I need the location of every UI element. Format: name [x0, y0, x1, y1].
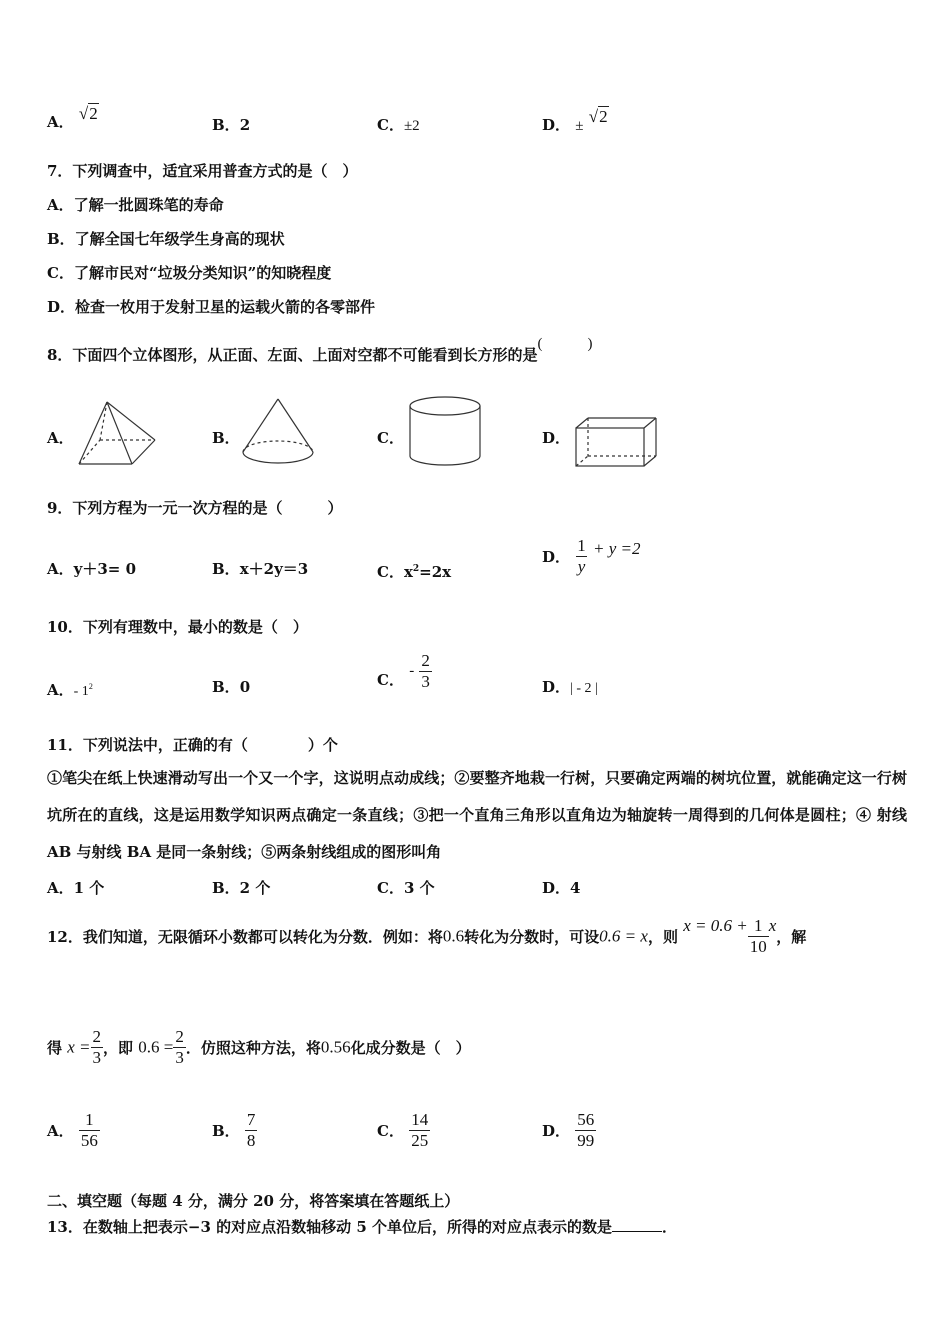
numerator: 14: [411, 1110, 429, 1129]
repeating-decimal-1: 0.6: [442, 926, 465, 946]
option-label: B．: [212, 116, 240, 134]
q10-option-c: [377, 651, 432, 692]
repeating-decimal-2: 0.56: [320, 1037, 351, 1057]
fraction: [245, 1110, 258, 1151]
answer-blank[interactable]: [612, 1217, 662, 1232]
q12-option-d: [542, 1110, 596, 1151]
denominator: 99: [577, 1131, 595, 1150]
q8-label-d: D．: [542, 429, 571, 447]
fraction: [79, 1110, 100, 1151]
q12-text-7: ．仿照这种方法，将: [185, 1039, 321, 1057]
fraction: [419, 651, 432, 692]
option-content: y＋3= 0: [73, 560, 137, 578]
option-label: D．: [542, 678, 571, 696]
exponent: 2: [88, 682, 93, 691]
q6-option-a: [47, 104, 99, 132]
q8-label-c: C．: [377, 429, 404, 447]
q11-body: ①笔尖在纸上快速滑动写出一个又一个字，这说明点动成线；②要整齐地栽一行树，只要确定两端的树坑位置，就能确定这一行树坑所在的直线，这是运用数学知识两点确定一条直线；③把一个直角三角形以直角边为轴旋转一周得到的几何体是圆柱；④ 射线 AB 与射线 BA 是同一条射线；⑤两条射线组成的图形叫角: [47, 769, 907, 861]
q12-option-b: [212, 1110, 257, 1151]
option-label: D．: [542, 1122, 571, 1140]
cone-figure: [240, 396, 316, 468]
pyramid-figure: [76, 398, 158, 468]
numerator: 56: [577, 1110, 595, 1129]
option-label: A．: [47, 1122, 74, 1140]
denominator: 8: [246, 1131, 256, 1150]
q12-text-1: 12．我们知道，无限循环小数都可以转化为分数．例如：将: [47, 928, 443, 946]
numerator: 2: [92, 1027, 102, 1046]
option-content: 0: [239, 678, 251, 696]
equation-2-left: x = 0.6 +: [683, 915, 748, 935]
cylinder-figure: [405, 394, 485, 468]
fraction: [409, 1110, 430, 1151]
option-content: ±2: [403, 118, 420, 134]
q11-option-a: A．1 个: [47, 879, 105, 897]
denominator: 25: [411, 1131, 429, 1150]
denominator: 10: [749, 937, 767, 956]
q11-option-b: B．2 个: [212, 879, 271, 897]
q9-option-b: [212, 559, 308, 579]
q8-paren: ( ): [537, 336, 593, 352]
option-label: B．: [212, 560, 240, 578]
option-label: B．: [212, 678, 240, 696]
option-label: D．: [542, 548, 571, 566]
denominator: 3: [92, 1048, 102, 1067]
option-label: B．: [212, 1122, 240, 1140]
q12-text-5: 得: [47, 1039, 63, 1057]
numerator: 1: [85, 1110, 94, 1129]
option-label: C．: [377, 563, 404, 581]
option-content: x: [403, 563, 413, 581]
minus-sign: -: [409, 663, 415, 679]
fraction: [173, 1027, 186, 1068]
denominator: 56: [80, 1131, 98, 1150]
q13-tail: ．: [662, 1218, 678, 1236]
q12-text-3: ，则: [647, 928, 678, 946]
q11-option-c: C．3 个: [377, 879, 435, 897]
option-label: A．: [47, 681, 74, 699]
fraction: [575, 536, 588, 577]
q8-label-b: B．: [212, 429, 240, 447]
q12-option-a: [47, 1110, 100, 1151]
denominator: 3: [421, 672, 430, 691]
q12-line-2: [47, 1027, 471, 1068]
q12-text-2: 转化为分数时，可设: [464, 928, 600, 946]
option-content-rest: =2x: [419, 563, 452, 581]
option-label: C．: [377, 1122, 404, 1140]
q12-text-6: ，即: [103, 1039, 134, 1057]
fraction: [748, 916, 769, 957]
q10-option-a: [47, 677, 93, 702]
q12-text-4: ，解: [776, 928, 807, 946]
radicand: 2: [599, 107, 608, 126]
q13-text: 13．在数轴上把表示−3 的对应点沿数轴移动 5 个单位后，所得的对应点表示的数是: [47, 1218, 612, 1236]
sqrt-expression: √2: [588, 107, 608, 126]
equation-1: 0.6 = x: [599, 926, 648, 946]
option-content: x＋2y＝3: [239, 560, 309, 578]
q10-option-b: [212, 677, 250, 697]
numerator: 2: [175, 1027, 184, 1046]
q7-option-c: C．了解市民对“垃圾分类知识”的知晓程度: [47, 264, 332, 282]
option-label: A．: [47, 113, 74, 131]
q7-option-d: D．检查一枚用于发射卫星的运载火箭的各零部件: [47, 298, 376, 316]
q9-option-c: [377, 559, 451, 582]
q12-line-1: [47, 916, 806, 957]
option-label: C．: [377, 671, 404, 689]
radicand: 2: [89, 104, 98, 123]
numerator: 7: [246, 1110, 256, 1129]
solution-2-left: 0.6 =: [138, 1037, 174, 1057]
q12-option-c: [377, 1110, 430, 1151]
option-content: 2: [239, 116, 251, 134]
option-content: - 1: [73, 684, 89, 699]
numerator: 1: [577, 536, 586, 555]
q8-label-a: A．: [47, 429, 74, 447]
section-heading: 二、填空题（每题 4 分，满分 20 分，将答案填在答题纸上）: [47, 1192, 460, 1210]
option-label: D．: [542, 116, 571, 134]
q8-stem-text: 8．下面四个立体图形，从正面、左面、上面对空都不可能看到长方形的是: [47, 346, 538, 364]
option-label: A．: [47, 560, 74, 578]
fraction: [91, 1027, 104, 1068]
q9-option-d: [542, 536, 640, 577]
solution-left: x =: [67, 1037, 91, 1057]
q12-text-8: 化成分数是（ ）: [350, 1039, 471, 1057]
cuboid-figure: [572, 414, 660, 468]
q11-stem: 11．下列说法中，正确的有（ ）个: [47, 736, 338, 754]
equation-2-right: x: [768, 915, 777, 935]
plus-minus-sign: ±: [575, 118, 584, 134]
q10-stem: 10．下列有理数中，最小的数是（ ）: [47, 618, 308, 636]
q7-option-a: A．了解一批圆珠笔的寿命: [47, 196, 224, 214]
fraction: [575, 1110, 596, 1151]
q9-option-a: [47, 559, 136, 579]
q7-option-b: B．了解全国七年级学生身高的现状: [47, 230, 285, 248]
denominator: y: [577, 557, 586, 576]
exponent: 2: [412, 564, 420, 574]
denominator: 3: [175, 1048, 184, 1067]
numerator: 2: [421, 651, 430, 670]
q7-stem: 7．下列调查中，适宜采用普查方式的是（ ）: [47, 162, 358, 180]
sqrt-expression: √2: [78, 104, 98, 123]
q8-stem: [47, 336, 593, 366]
option-label: C．: [377, 116, 404, 134]
q13-stem: [47, 1217, 677, 1237]
q6-option-b: [212, 115, 250, 135]
numerator: 1: [753, 916, 763, 935]
q11-option-d: D．4: [542, 879, 581, 897]
q10-option-d: [542, 677, 598, 699]
q6-option-d: [542, 107, 609, 136]
q6-option-c: [377, 115, 420, 136]
equation-rest: + y =2: [592, 538, 641, 558]
q9-stem: 9．下列方程为一元一次方程的是（ ）: [47, 499, 343, 517]
option-content: | - 2 |: [570, 681, 598, 696]
